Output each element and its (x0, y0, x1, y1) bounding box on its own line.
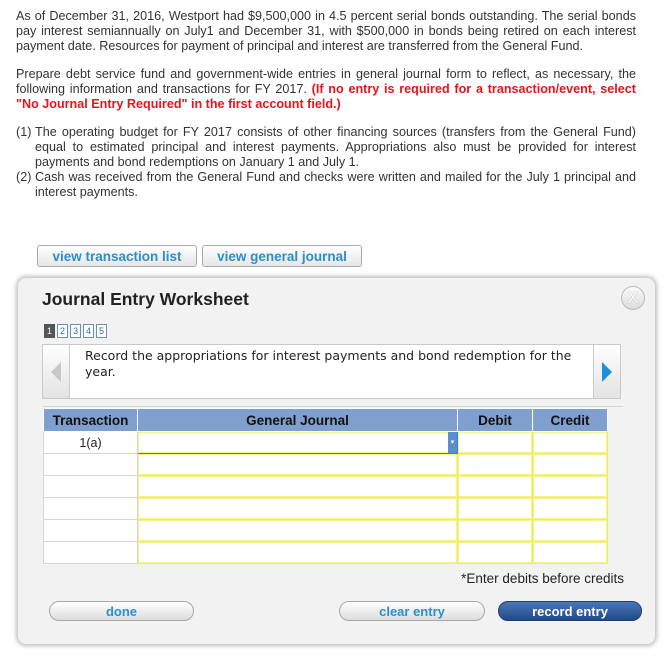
debits-before-credits-note: *Enter debits before credits (461, 571, 624, 586)
instruction-box (42, 344, 621, 399)
instruction-text: Record the appropriations for interest payments and bond redemption for the year. (85, 348, 572, 379)
debit-input[interactable] (458, 454, 533, 476)
problem-paragraph-1: As of December 31, 2016, Westport had $9,500,000 in 4.5 percent serial bonds outstanding. The serial bonds pay interest semiannually on July1 and December 31, with $500,000 in bonds being retired on each interest payment date. Resources for payment of principal and interest are transferred from the General Fund. (16, 9, 636, 53)
chevron-down-icon[interactable]: ▾ (448, 432, 457, 453)
list-item-text: Cash was received from the General Fund and checks were written and mailed for the July 1 principal and interest payments. (35, 170, 636, 199)
previous-arrow-icon[interactable] (43, 345, 70, 398)
journal-table (43, 408, 608, 564)
done-button[interactable]: done (49, 601, 194, 621)
transaction-cell (44, 454, 138, 476)
next-arrow-icon[interactable] (593, 345, 620, 398)
debit-input[interactable] (458, 432, 533, 454)
page-button-1[interactable]: 1 (44, 324, 55, 338)
record-entry-button[interactable]: record entry (498, 601, 642, 621)
table-row (44, 432, 608, 454)
table-row (44, 542, 608, 564)
transaction-list (16, 125, 636, 200)
journal-entry-worksheet (18, 278, 655, 644)
close-icon[interactable]: X (621, 286, 645, 310)
table-row (44, 498, 608, 520)
account-select[interactable] (138, 476, 458, 498)
account-select[interactable] (138, 432, 458, 454)
credit-input[interactable] (533, 476, 608, 498)
worksheet-pager (44, 324, 107, 338)
column-header-debit: Debit (458, 409, 533, 432)
list-item-number: (1) (16, 125, 32, 139)
table-row (44, 454, 608, 476)
credit-input[interactable] (533, 520, 608, 542)
transaction-cell: 1(a) (44, 432, 138, 454)
account-select[interactable] (138, 542, 458, 564)
column-header-transaction: Transaction (44, 409, 138, 432)
view-transaction-list-button[interactable]: view transaction list (37, 245, 197, 267)
credit-input[interactable] (533, 454, 608, 476)
debit-input[interactable] (458, 498, 533, 520)
instructions-text: Prepare debt service fund and government-wide entries in general journal form to reflect, as necessary, the following information and transactions for FY 2017. (16, 67, 636, 96)
credit-input[interactable] (533, 498, 608, 520)
divider (43, 406, 623, 407)
page-button-3[interactable]: 3 (70, 324, 81, 338)
credit-input[interactable] (533, 432, 608, 454)
transaction-cell (44, 476, 138, 498)
account-select[interactable] (138, 520, 458, 542)
column-header-credit: Credit (533, 409, 608, 432)
list-item (16, 125, 636, 170)
transaction-cell (44, 520, 138, 542)
page-button-2[interactable]: 2 (57, 324, 68, 338)
page-button-5[interactable]: 5 (96, 324, 107, 338)
debit-input[interactable] (458, 520, 533, 542)
worksheet-title: Journal Entry Worksheet (42, 289, 249, 309)
account-select[interactable] (138, 454, 458, 476)
view-general-journal-button[interactable]: view general journal (202, 245, 362, 267)
debit-input[interactable] (458, 476, 533, 498)
credit-input[interactable] (533, 542, 608, 564)
transaction-cell (44, 542, 138, 564)
debit-input[interactable] (458, 542, 533, 564)
list-item (16, 170, 636, 200)
list-item-number: (2) (16, 170, 32, 184)
account-select[interactable] (138, 498, 458, 520)
problem-paragraph-2 (16, 67, 636, 112)
clear-entry-button[interactable]: clear entry (339, 601, 485, 621)
transaction-cell (44, 498, 138, 520)
column-header-general-journal: General Journal (138, 409, 458, 432)
no-entry-warning: (If no entry is required for a transaction/event, select "No Journal Entry Required" in the first account field.) (16, 82, 636, 111)
table-row (44, 476, 608, 498)
list-item-text: The operating budget for FY 2017 consists of other financing sources (transfers from the General Fund) equal to estimated principal and interest payments. Appropriations also must be provided for interest payments and bond redemptions on January 1 and July 1. (35, 125, 636, 169)
problem-statement (16, 9, 636, 200)
table-row (44, 520, 608, 542)
page-button-4[interactable]: 4 (83, 324, 94, 338)
